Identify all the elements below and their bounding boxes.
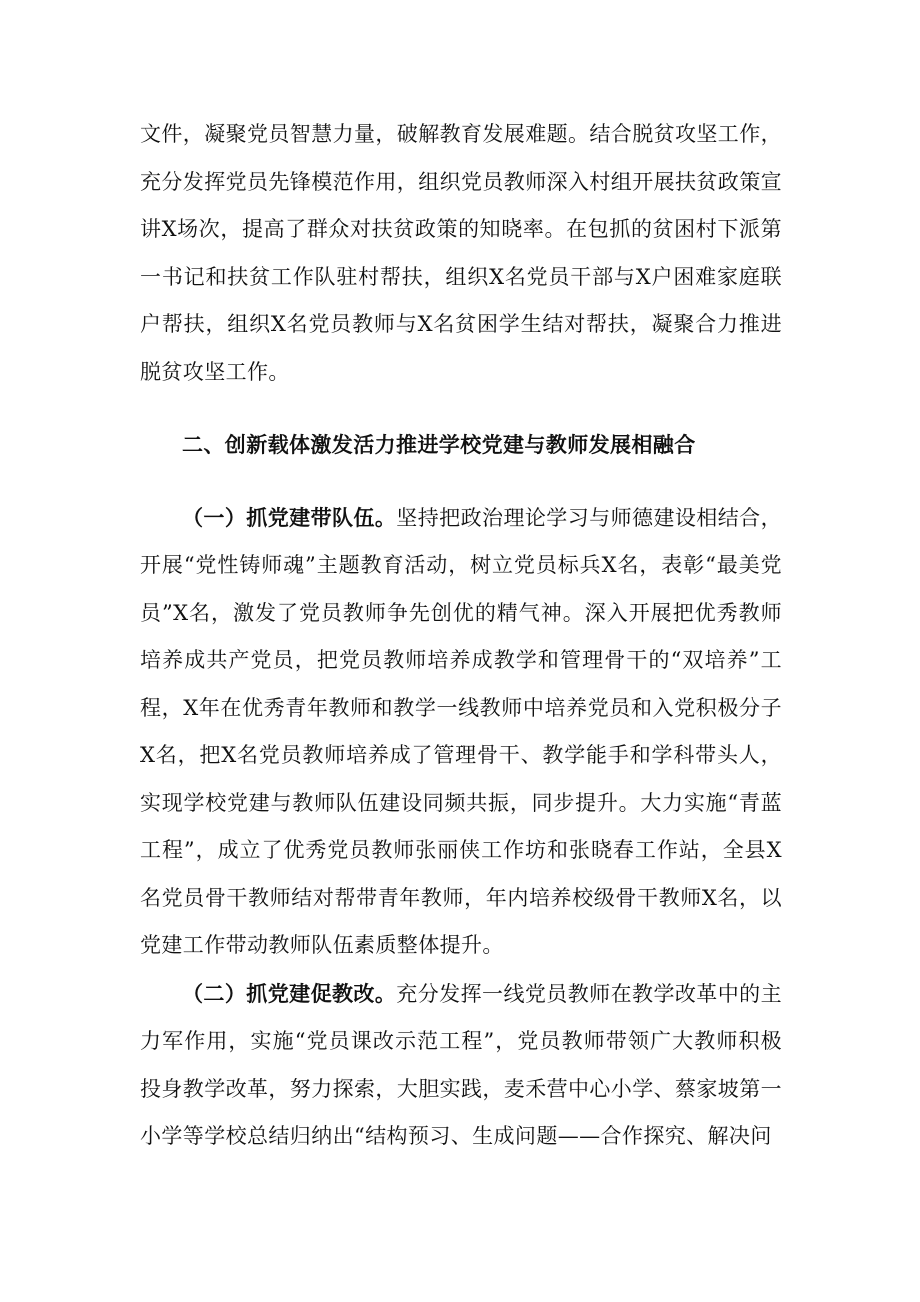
subsection-paragraph-1 xyxy=(140,494,782,970)
document-page xyxy=(140,111,782,1161)
subsection-paragraph-2 xyxy=(140,970,782,1161)
subsection-lead-1: （一）抓党建带队伍。 xyxy=(182,504,397,530)
subsection-text-2: 充分发挥一线党员教师在教学改革中的主力军作用，实施“党员课改示范工程”，党员教师带领广大教师积极投身教学改革，努力探索，大胆实践，麦禾营中心小学、蔡家坡第一小学等学校总结归纳出“结构预习、生成问题——合作探究、解决问 xyxy=(140,981,782,1148)
section-heading: 二、创新载体激发活力推进学校党建与教师发展相融合 xyxy=(182,432,696,457)
subsection-lead-2: （二）抓党建促教改。 xyxy=(182,980,397,1006)
body-paragraph: 文件，凝聚党员智慧力量，破解教育发展难题。结合脱贫攻坚工作，充分发挥党员先锋模范作用，组织党员教师深入村组开展扶贫政策宣讲X场次，提高了群众对扶贫政策的知晓率。在包抓的贫困村下派第一书记和扶贫工作队驻村帮扶，组织X名党员干部与X户困难家庭联户帮扶，组织X名党员教师与X名贫困学生结对帮扶，凝聚合力推进脱贫攻坚工作。 xyxy=(140,122,782,384)
subsection-text-1: 坚持把政治理论学习与师德建设相结合，开展“党性铸师魂”主题教育活动，树立党员标兵X名，表彰“最美党员”X名，激发了党员教师争先创优的精气神。深入开展把优秀教师培养成共产党员，把党员教师培养成教学和管理骨干的“双培养”工程，X年在优秀青年教师和教学一线教师中培养党员和入党积极分子X名，把X名党员教师培养成了管理骨干、教学能手和学科带头人，实现学校党建与教师队伍建设同频共振，同步提升。大力实施“青蓝工程”，成立了优秀党员教师张丽侠工作坊和张晓春工作站，全县X名党员骨干教师结对帮带青年教师，年内培养校级骨干教师X名，以党建工作带动教师队伍素质整体提升。 xyxy=(140,505,782,957)
